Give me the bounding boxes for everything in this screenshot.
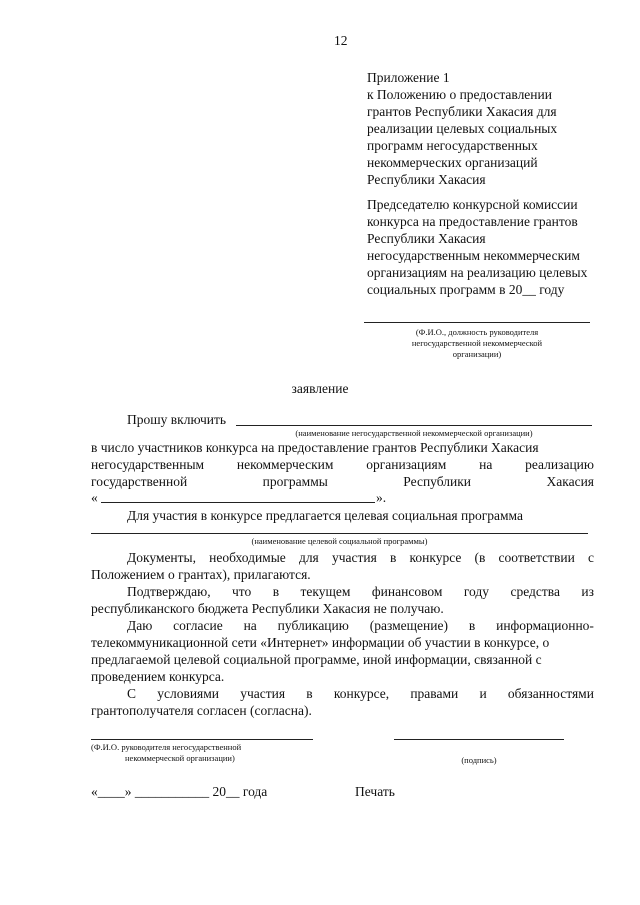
appendix-line: некоммерческих организаций	[367, 155, 538, 170]
fio-caption: (Ф.И.О., должность руководителя негосударственной некоммерческой организации)	[411, 327, 543, 359]
appendix-line: грантов Республики Хакасия для	[367, 104, 557, 119]
terms-line-2: грантополучателя согласен (согласна).	[91, 703, 312, 718]
consent-line-3: предлагаемой целевой социальной программе, иной информации, связанной с	[91, 652, 542, 667]
addressee-line: конкурса на предоставление грантов	[367, 214, 578, 229]
addressee-line: социальных программ в 20__ году	[367, 282, 565, 297]
consent-line-1: Даю согласие на публикацию (размещение) в информационно-	[127, 618, 594, 633]
signature-caption: (подпись)	[461, 755, 497, 765]
program-title-line	[101, 502, 375, 503]
head-name-line	[91, 739, 313, 740]
confirm-line-2: республиканского бюджета Республики Хакасия не получаю.	[91, 601, 444, 616]
addressee-line: Председателю конкурсной комиссии	[367, 197, 578, 212]
request-line-2: негосударственным некоммерческим организациям на реализацию	[91, 457, 594, 472]
date-line: «____» ___________ 20__ года	[91, 784, 268, 799]
terms-line-1: С условиями участия в конкурсе, правами и обязанностями	[127, 686, 594, 701]
appendix-line: к Положению о предоставлении	[367, 87, 552, 102]
appendix-line: реализации целевых социальных	[367, 121, 558, 136]
document-title: заявление	[291, 381, 349, 396]
documents-line-2: Положением о грантах), прилагаются.	[91, 567, 311, 582]
request-lead: Прошу включить	[127, 412, 227, 427]
addressee-block	[367, 196, 587, 298]
fio-signature-line	[364, 322, 590, 323]
signature-line	[394, 739, 564, 740]
appendix-line: Приложение 1	[367, 70, 450, 85]
request-line-1: в число участников конкурса на предоставление грантов Республики Хакасия	[91, 440, 539, 455]
confirm-line-1: Подтверждаю, что в текущем финансовом году средства из	[127, 584, 594, 599]
quote-open: «	[91, 490, 98, 505]
request-line-3: государственной программы Республики Хакасия	[91, 474, 594, 489]
documents-line-1: Документы, необходимые для участия в конкурсе (в соответствии с	[127, 550, 594, 565]
org-name-caption: (наименование негосударственной некоммерческой организации)	[295, 428, 533, 438]
seal-label: Печать	[355, 784, 395, 799]
program-name-line	[91, 533, 588, 534]
program-name-caption: (наименование целевой социальной программы)	[251, 536, 428, 546]
consent-line-2: телекоммуникационной сети «Интернет» информации об участии в конкурсе, о	[91, 635, 550, 650]
addressee-line: организациям на реализацию целевых	[367, 265, 588, 280]
addressee-line: Республики Хакасия	[367, 231, 486, 246]
appendix-line: программ негосударственных	[367, 138, 538, 153]
consent-line-4: проведением конкурса.	[91, 669, 225, 684]
quote-close: ».	[376, 490, 387, 505]
program-line: Для участия в конкурсе предлагается целевая социальная программа	[127, 508, 524, 523]
appendix-block	[367, 69, 557, 188]
org-name-line	[236, 425, 592, 426]
page-number: 12	[334, 33, 348, 48]
addressee-line: негосударственным некоммерческим	[367, 248, 580, 263]
appendix-line: Республики Хакасия	[367, 172, 486, 187]
head-name-caption: (Ф.И.О. руководителя негосударственной некоммерческой организации)	[91, 742, 242, 763]
